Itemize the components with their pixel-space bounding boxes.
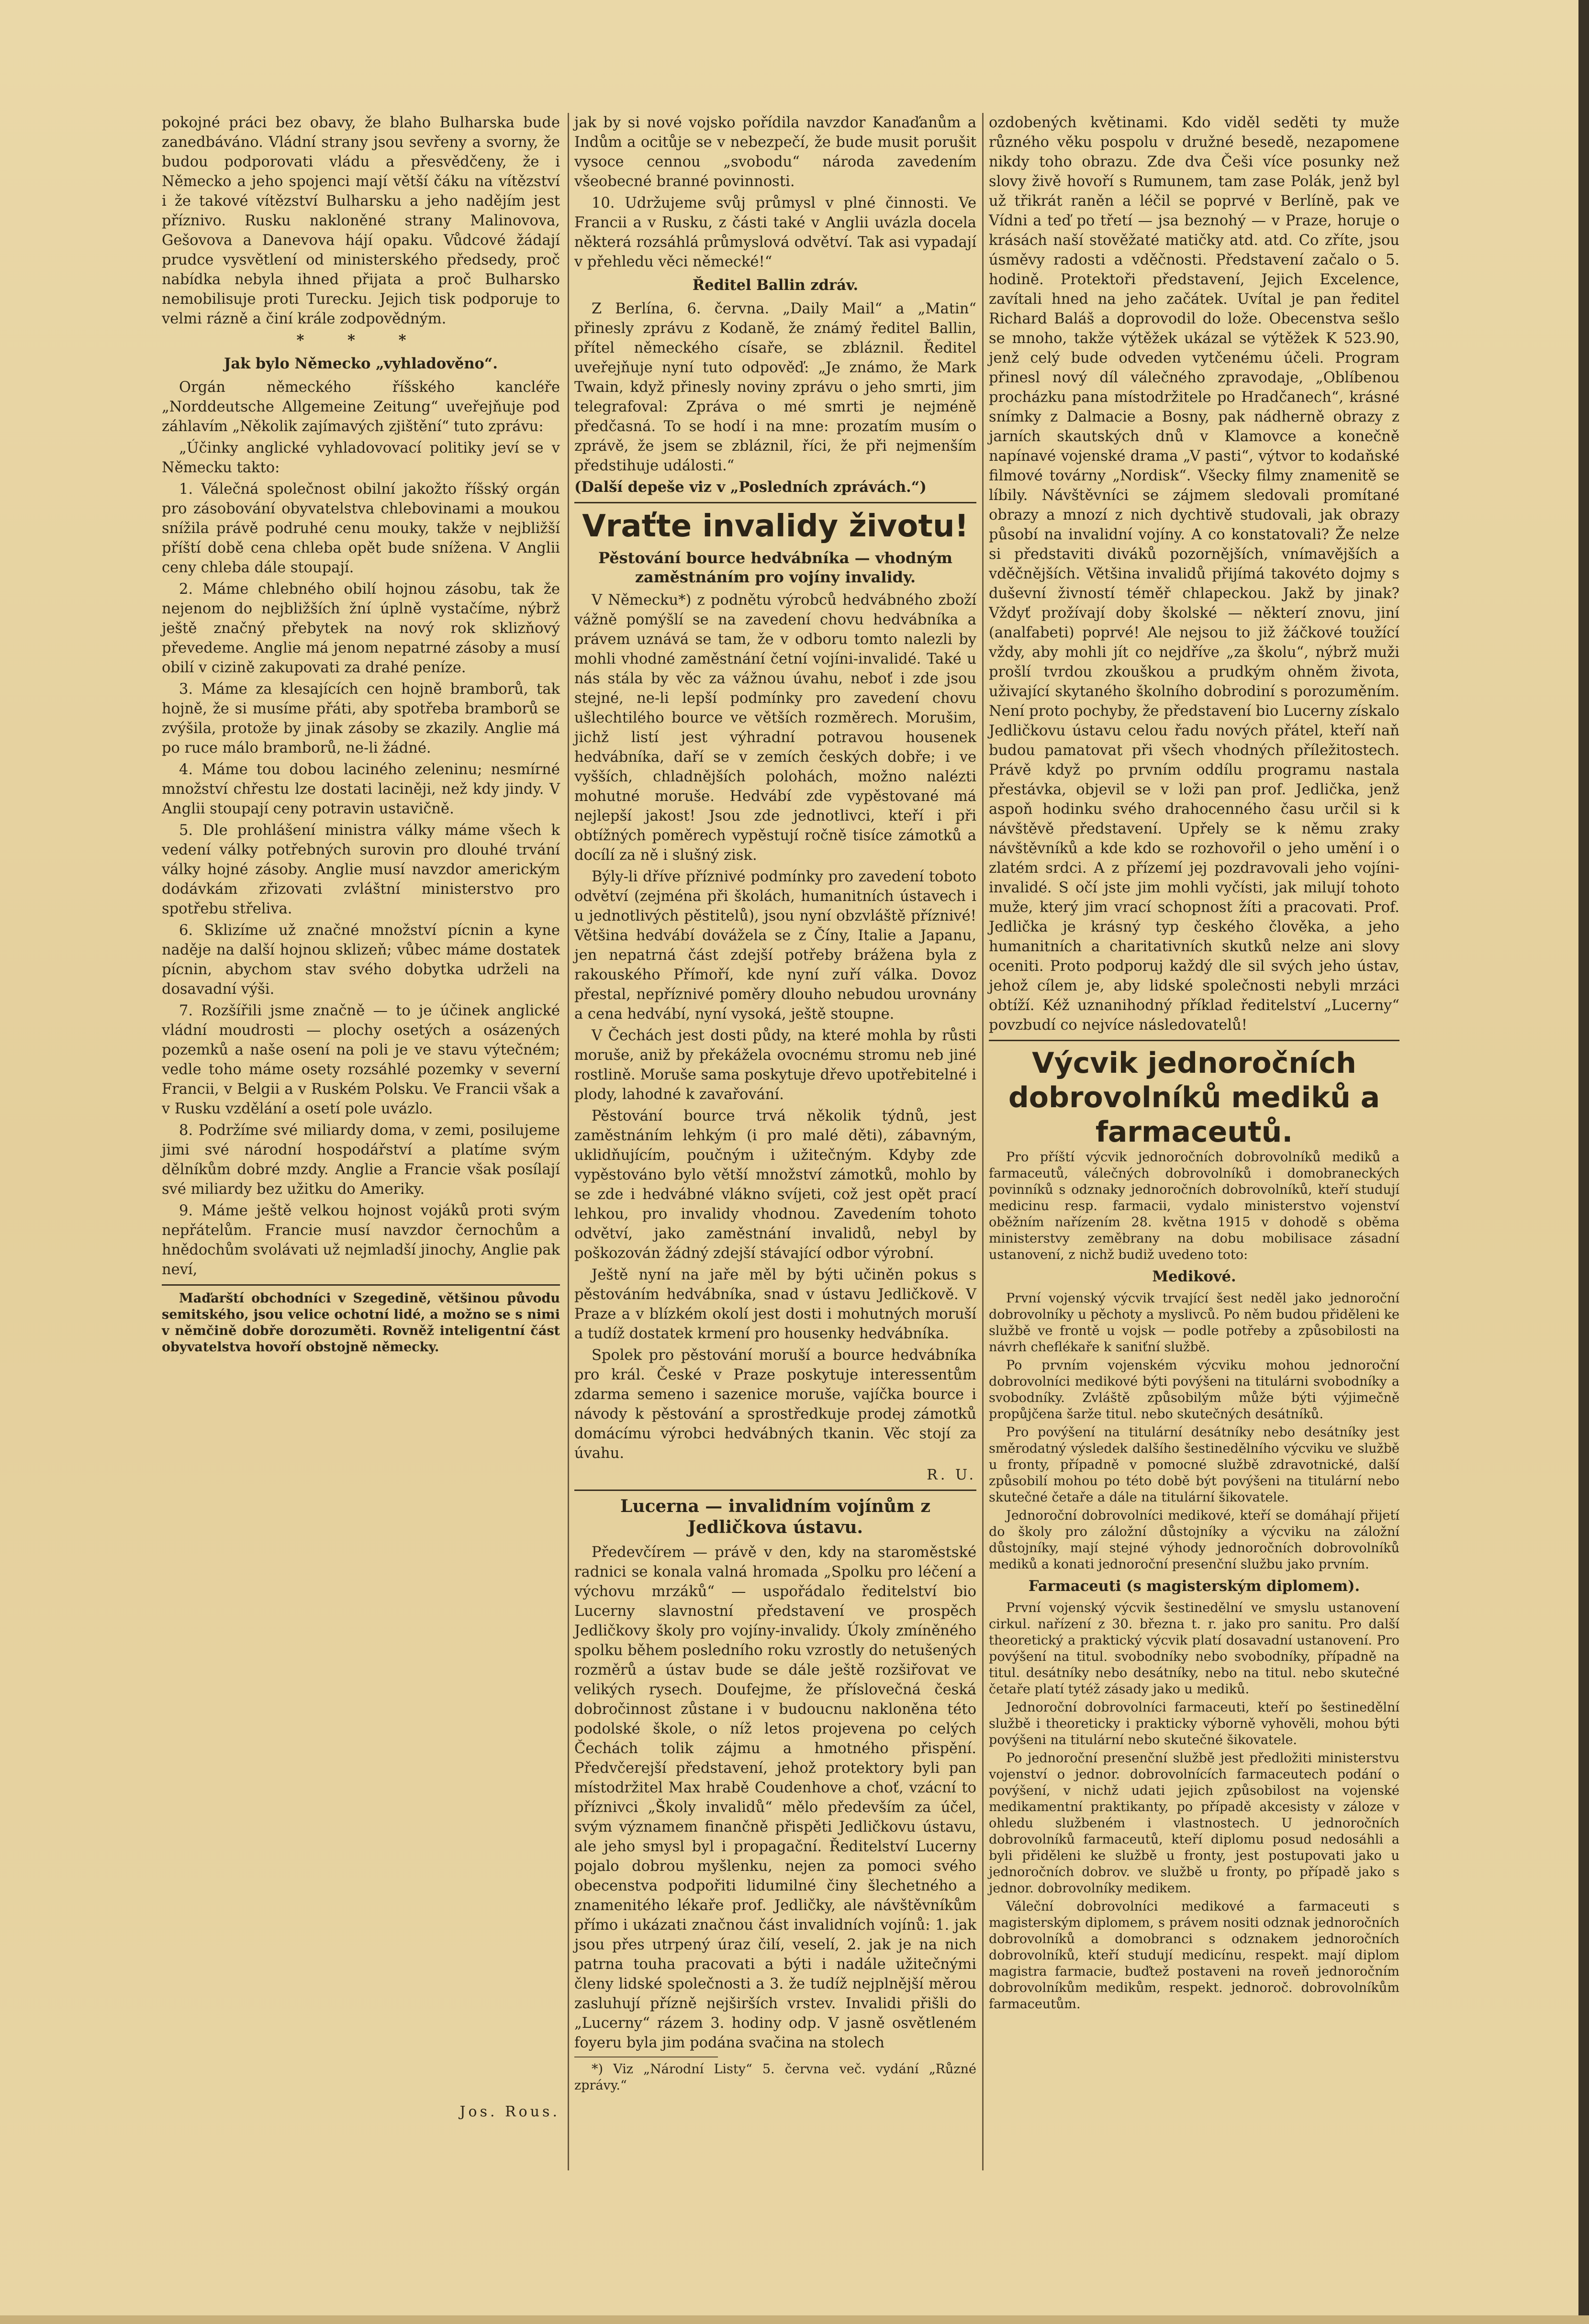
point-9: 9. Máme ještě velkou hojnost vojáků proti svým nepřátelům. Francie musí navzdor černochům a hnědochům svolávati už nejmladší jinochy, Anglie pak neví,: [162, 1202, 560, 1278]
point-4: 4. Máme tou dobou laciného zeleninu; nesmírné množství chřestu lze dostati laciněji, než kdy jindy. V Anglii stoupají ceny potravin ustavičně.: [162, 761, 560, 817]
divider: [989, 1040, 1399, 1041]
medics-para-4: Jednoroční dobrovolníci medikové, kteří se domáhají přijetí do školy pro záložní důstojníky a výcviku na záložní důstojníky, mají stejné výhody jednoročních dobrovolníků mediků a konati jednoroční presenční službu jako prvním.: [989, 1508, 1399, 1572]
training-intro: Pro příští výcvik jednoročních dobrovolníků mediků a farmaceutů, válečných dobrovolníků i domobraneckých povinníků s odznaky jednoročních dobrovolníků, kteří studují medicinu resp. farmacii, vydalo ministerstvo vojenství oběžním nařízením 28. května 1915 v dohodě s oběma ministerstvy zeměbrany na dobu mobilisace zásadní ustanovení, z nichž budiž uvedeno toto:: [989, 1150, 1399, 1262]
author-signature: Jos. Rous.: [459, 2103, 560, 2120]
column-rule-left: [568, 113, 569, 2170]
point-10: 10. Udržujeme svůj průmysl v plné činnosti. Ve Francii a v Rusku, z části také v Anglii uvázla docela některá rozsáhlá průmyslová odvětví. Tak asi vypadají v přehledu věci německé!“: [574, 195, 976, 270]
lucerna-text: Předevčírem — právě v den, kdy na staroměstské radnici se konala valná hromada „Spolku pro léčení a výchovu mrzáků“ — uspořádalo ředitelství bio Lucerny slavnostní představení ve prospěch Jedličkovy školy pro vojíny-invalidy. Úkoly zmíněného spolku během posledního roku vzrostly do netušených rozměrů a ústav bude se dále ještě rozšiřovat ve velikých rysech. Doufejme, že příslovečná česká dobročinnost zůstane i v budoucnu nakloněna této podolské škole, o níž letos projevena po celých Čechách tolik zájmu a hmotného přispění. Předvčerejší představení, jehož protektory byli pan místodržitel Max hrabě Coudenhove a choť, vzácní to příznivci „Školy invalidů“ mělo především za účel, svým významem finančně přispěti Jedličkovu ústavu, ale jeho smysl byl i propagační. Ředitelství Lucerny pojalo dobrou myšlenku, nejen za pomoci svého obecenstva podpořiti lidumilné činy šlechetného a znamenitého lékaře prof. Jedličky, ale návštěvníkům přímo i ukázati značnou část invalidních vojínů: 1. jak jsou přes utrpený úraz čilí, veselí, 2. jak je na nich patrna touha pracovati a býti i nadále užitečnými členy lidské společnosti a 3. že tudíž nejplnější měrou zasluhují přízně nejširších vrstev. Invalidi přišli do „Lucerny“ rázem 3. hodiny odp. V jasně osvětleném foyeru byla jim podána svačina na stolech: [574, 1544, 976, 2051]
lucerna-continued: ozdobených květinami. Kdo viděl seděti ty muže různého věku pospolu v družné besedě, nezapomene nikdy toho obrazu. Zde dva Češi více posunky než slovy živě hovoří s Rumunem, tam zase Polák, jenž byl už třikrát raněn a léčil se poprvé v Berlíně, pak ve Vídni a teď po třetí — jsa beznohý — v Praze, horuje o krásách naší stověžaté matičky atd. atd. Co zříte, jsou úsměvy radosti a vděčnosti. Představení začalo o 5. hodině. Protektoři představení, Jejich Excelence, zavítali hned na jeho začátek. Uvítal je pan ředitel Richard Baláš a doprovodil do lože. Obecenstva sešlo se mnoho, takže výtěžek ukázal se výtěžek K 523.90, jenž celý bude odveden vytčenému účeli. Program přinesl nový díl válečného zpravodaje, „Oblíbenou procházku pana místodržitele po Hradčanech“, krásné snímky z Dalmacie a Bosny, pak nádherně obrazy z jarních skautských dnů v Klamovce a konečně napínavé vojenské drama „V pasti“, výtvor to kodaňské filmové továrny „Nordisk“. Všecky filmy znamenitě se líbily. Návštěvníci se zájmem sledovali promítané obrazy a mnozí z nich dychtivě studovali, jak obrazy působí na invalidní vojíny. A co konstatovali? Že nelze si představiti diváků pozornějších, vnímavějších a vděčnějších. Většina invalidů přijímá takovéto dojmy s duševní živností téměř chlapeckou. Jakž by jinak? Vždyť prožívají doby školské — některí znovu, jiní (analfabeti) poprvé! Ale nejsou to již žáčkové toužící vždy, aby mohli jít co nejdříve „za školu“, nýbrž muži prošlí tvrdou zkouškou a prudkým ohněm života, uživající skytaného školního dobrodiní s porozuměním. Není proto pochyby, že představení bio Lucerny získalo Jedličkovu ústavu celou řadu nových přátel, kteří naň budou pamatovat při všech vhodných příležitostech. Právě když po prvním oddílu programu nastala přestávka, objevil se v loži pan prof. Jedlička, jenž aspoň hodinku svého drahocenného času určil si k návštěvě představení. Upřely se k němu zraky návštěvníků a kde kdo se rozhovořil o jeho umění i o zlatém srdci. A z přízemí jej pozdravovali jeho vojíni-invalidé. S očí jste jim mohli vyčísti, jak milují tohoto muže, který jim vrací schopnost žíti a pracovati. Prof. Jedlička je krásný typ českého člověka, a jeho humanitních a charitativních skutků nelze ani slovy oceniti. Proto podporuj každý dle sil svých jeho ústav, jehož cílem je, aby lidské společnosti nebyli mrzáci obtíží. Kéž uznanihodný příklad ředitelství „Lucerny“ povzbudí co nejvíce následovatelů!: [989, 114, 1399, 1034]
point-1: 1. Válečná společnost obilní jakožto říšský orgán pro zásobování obyvatelstva chlebovinami a moukou snížila právě podruhé cenu mouky, takže v nejbližší příští době cena chleba opět bude snížena. V Anglii ceny chleba dále stoupají.: [162, 481, 560, 576]
invalids-para-6: Spolek pro pěstování moruší a bource hedvábníka pro král. České v Praze poskytuje interessentům zdarma semeno i sazenice moruše, vajíčka bource i návody k pěstování a sprostředkuje prodej zámotků domácímu výrobci hedvábných tkanin. Věc stojí za úvahu.: [574, 1347, 976, 1462]
point-5: 5. Dle prohlášení ministra války máme všech k vedení války potřebných surovin pro dlouhé trvání války hojné zásoby. Anglie musí navzdor americkým dodávkám zřizovati zvláštní ministerstvo pro spotřebu střeliva.: [162, 822, 560, 917]
invalids-para-4: Pěstování bource trvá několik týdnů, jest zaměstnáním lehkým (i pro malé děti), zábavným, uklidňujícím, poučným i užitečným. Kdyby zde vypěstováno bylo větší množství zámotků, mohlo by se zde i hedvábné vlákno svíjeti, což jest opět prací lehkou, pro invalidy vhodnou. Zavedením tohoto odvětví, jako zaměstnání invalidů, nebyl by poškozován žádný zdejší stávající odbor výrobní.: [574, 1108, 976, 1262]
pharmacists-para-3: Po jednoroční presenční službě jest předložiti ministerstvu vojenství o jednor. dobrovolnících farmaceutech podání o povýšení, v nichž udati jejich způsobilost na vojenské medikamentní praktikanty, po případě akcesisty v záloze v ohledu službeném i vlastnostech. U jednoročních dobrovolníků farmaceutů, kteří diplomu posud nedosáhli a byli přiděleni ke službě u fronty, jest postupovati jako u jednoročních dobrov. ve službě u fronty, po případě jako s jednor. dobrovolníky medikem.: [989, 1751, 1399, 1896]
point-3: 3. Máme za klesajících cen hojně bramborů, tak hojně, že si musíme přáti, aby spotřeba bramborů se zvýšila, protože by jinak zásoby se zkazily. Anglie má po ruce málo bramborů, ne-li žádné.: [162, 681, 560, 756]
page-edge-dark: [1578, 0, 1589, 2324]
invalids-para-5: Ještě nyní na jaře měl by býti učiněn pokus s pěstováním hedvábníka, snad v ústavu Jedličkově. V Praze a v blízkém okolí jest dosti i mohutných moruší a tudíž dostatek krmení pro housenky hedvábníka.: [574, 1267, 976, 1342]
bulgaria-article: pokojné práci bez obavy, že blaho Bulharska bude zanedbáváno. Vládní strany jsou sevřeny a svorny, že budou podporovati vládu a přesvědčeny, že i Německo a jeho spojenci mají větší čáku na vítězství i že takové vítězství Bulharsku a jeho nadějím jest příznivo. Rusku nakloněné strany Malinovova, Gešovova a Danevova hájí opaku. Vůdcové žádají prudce vysvětlení od ministerského předsedy, proč nabídka nebyla ihned přijata a proč Bulharsko nemobilisuje proti Turecku. Jejich tisk podporuje to velmi rázně a činí krále zodpovědným.: [162, 114, 560, 327]
page-edge-bottom: [0, 2315, 1589, 2324]
training-title: Výcvik jednoročních dobrovolníků mediků a farmaceutů.: [1008, 1046, 1380, 1149]
point-7: 7. Rozšířili jsme značně — to je účinek anglické vládní moudrosti — plochy osetých a osázených pozemků a naše osení na poli je ve stavu výtečném; vedle toho máme osety rozsáhlé pozemky v severní Francii, v Belgii a v Ruském Polsku. Ve Francii však a v Rusku vzdělání a osetí pole uvázlo.: [162, 1002, 560, 1117]
point-8: 8. Podržíme své miliardy doma, v zemi, posilujeme jimi své národní hospodářství a platíme svým dělníkům dobré mzdy. Anglie a Francie však posílají své miliardy bez užitku do Ameriky.: [162, 1122, 560, 1198]
invalids-title: Vraťte invalidy životu!: [582, 509, 969, 544]
divider: [574, 1490, 976, 1491]
germany-lead: „Účinky anglické vyhladovovací politiky jeví se v Německu takto:: [162, 440, 560, 476]
column-rule-right: [982, 113, 984, 2170]
pharmacists-heading: Farmaceuti (s magisterským diplomem).: [1028, 1578, 1360, 1595]
germany-intro: Orgán německého říšského kancléře „Norddeutsche Allgemeine Zeitung“ uveřejňuje pod záhlavím „Několik zajímavých zjištění“ tuto zprávu:: [162, 379, 560, 435]
lucerna-title: Lucerna — invalidním vojínům z Jedličkova ústavu.: [620, 1496, 930, 1537]
invalids-signature: R. U.: [927, 1467, 976, 1483]
pharmacists-para-2: Jednoroční dobrovolníci farmaceuti, kteří po šestinedělní službě i theoreticky i prakticky výborně vyhověli, mohou býti povýšeni na titulární nebo skutečné šikovatele.: [989, 1700, 1399, 1747]
column-1: [162, 113, 560, 2122]
invalids-subtitle: Pěstování bource hedvábníka — vhodným zaměstnáním pro vojíny invalidy.: [598, 549, 953, 586]
medics-para-3: Pro povýšení na titulární desátníky nebo desátníky jest směrodatný výsledek dalšího šestinedělního výcviku ve službě u fronty, případně v pomocné službě zdravotnické, další způsobilí mohou po této době být povýšeni na titulární nebo skutečné četaře a dále na titulární šikovatele.: [989, 1425, 1399, 1505]
szeged-note: Maďarští obchodníci v Szegedině, většinou původu semitského, jsou velice ochotní lidé, a možno se s nimi v němčině dobře dorozuměti. Rovněž inteligentní část obyvatelstva hovoří obstojně německy.: [162, 1291, 560, 1355]
pharmacists-para-4: Váleční dobrovolníci medikové a farmaceuti s magisterským diplomem, s právem nositi odznak jednoročních dobrovolníků a domobranci s odznakem jednoročních dobrovolníků, kteří studují medicínu, respekt. mají diplom magistra farmacie, buďtež postaveni na roveň jednoročním dobrovolníkům medikům, respekt. jednoroč. dobrovolníkům farmaceutům.: [989, 1899, 1399, 2012]
invalids-para-1: V Německu*) z podnětu výrobců hedvábného zboží vážně pomýšlí se na zavedení chovu hedvábníka a právem uznává se tam, že v odboru tomto nalezli by mohli vhodné zaměstnání četní vojíni-invalidé. Také u nás stála by věc za vážnou úvahu, neboť i zde jsou stejné, ne-li lepší podmínky pro zavedení chovu ušlechtilého bource ve větších rozměrech. Morušim, jichž listí jest výhradní potravou housenek hedvábníka, daří se v zemích českých dobře; i ve vyšších, chladnějších polohách, možno nalézti mohutné moruše. Hedvábí zde vypěstované má nejlepší jakost! Jsou zde jednotlivci, kteří i při obtížných poměrech vypěstují ročně tisíce zámotků a docílí za ně i slušný zisk.: [574, 592, 976, 864]
divider: [162, 1284, 560, 1286]
section-separator: * * *: [296, 332, 425, 349]
divider: [574, 502, 976, 503]
column-3: [989, 113, 1399, 2014]
pharmacists-para-1: První vojenský výcvik šestinedělní ve smyslu ustanovení cirkul. nařízení z 30. března t. r. jako pro sanitu. Pro další theoretický a praktický výcvik platí dosavadní ustanovení. Pro povýšení na titul. svobodníky nebo svobodníky, případně na titul. desátníky nebo desátníky, nebo na titul. nebo skutečné četaře platí tytéž zásady jako u mediků.: [989, 1601, 1399, 1697]
footnote: *) Viz „Národní Listy“ 5. června več. vydání „Různé zprávy.“: [574, 2062, 976, 2093]
point-6: 6. Sklizíme už značné množství pícnin a kyne naděje na další hojnou sklizeň; vůbec máme dostatek pícnin, abychom stav svého dobytka udrželi na dosavadní výši.: [162, 922, 560, 998]
ballin-heading: Ředitel Ballin zdráv.: [692, 277, 859, 294]
point-2: 2. Máme chlebného obilí hojnou zásobu, tak že nejenom do nejbližších žní úplně vystačíme, nýbrž ještě značný přebytek na nový rok sklizňový převedeme. Anglie má jenom nepatrné zásoby a musí obilí v cizině zakupovati za drahé peníze.: [162, 581, 560, 676]
column-2: [574, 113, 976, 2096]
ballin-text: Z Berlína, 6. června. „Daily Mail“ a „Matin“ přinesly zprávu z Kodaně, že známý ředitel Ballin, přítel německého císaře, se zbláznil. Ředitel uveřejňuje nyní tuto odpověď: „Je známo, že Mark Twain, když přinesly noviny zprávu o jeho smrti, jim telegrafoval: Zpráva o mé smrti je nejméně předčasná. To se hodí i na mne: prozatím musím o zprávě, že jsem se zbláznil, říci, že při nejmenším předstihuje události.“: [574, 300, 976, 474]
invalids-para-2: Býly-li dříve příznivé podmínky pro zavedení toboto odvětví (zejména při školách, humanitních ústavech i u jednotlivých pěstitelů), jsou nyní obzvláště příznivé! Většina hedvábí dovážela se z Číny, Italie a Japanu, jen nepatrná část zdejší potřeby brážena byla z rakouského Přímoří, kde nyní zuří válka. Dovoz přestal, nepříznivé poměry dlouho nebudou urovnány a cena hedvábí, nyní vysoká, ještě stoupne.: [574, 868, 976, 1023]
germany-starved-heading: Jak bylo Německo „vyhladověno“.: [224, 355, 498, 372]
medics-para-2: Po prvním vojenském výcviku mohou jednoroční dobrovolníci medikové býti povýšeni na titulárni svobodníky a svobodníky. Zvláště způsobilým může býti výjimečně propůjčena šarže titul. nebo skutečných desátníků.: [989, 1358, 1399, 1422]
medics-para-1: První vojenský výcvik trvající šest neděl jako jednoroční dobrovolníky u pěchoty a myslivců. Po něm budou přiděleni ke službě ve frontě u vojsk — podle potřeby a způsobilosti na návrh cheflékaře k saniťní službě.: [989, 1291, 1399, 1355]
germany-continued: jak by si nové vojsko pořídila navzdor Kanaďanům a Indům a ocitůje se v nebezpečí, že bude musit porušit vysoce cennou „svobodu“ národa zavedením všeobecné branné povinnosti.: [574, 114, 976, 190]
medics-heading: Medikové.: [1152, 1268, 1236, 1285]
invalids-para-3: V Čechách jest dosti půdy, na které mohla by růsti moruše, aniž by překážela ovocnému stromu neb jiné rostlině. Moruše sama poskytuje dřevo upotřebitelné i plody, lahodné k zavařování.: [574, 1027, 976, 1103]
ballin-reference: (Další depeše viz v „Posledních zprávách.“): [574, 478, 927, 496]
